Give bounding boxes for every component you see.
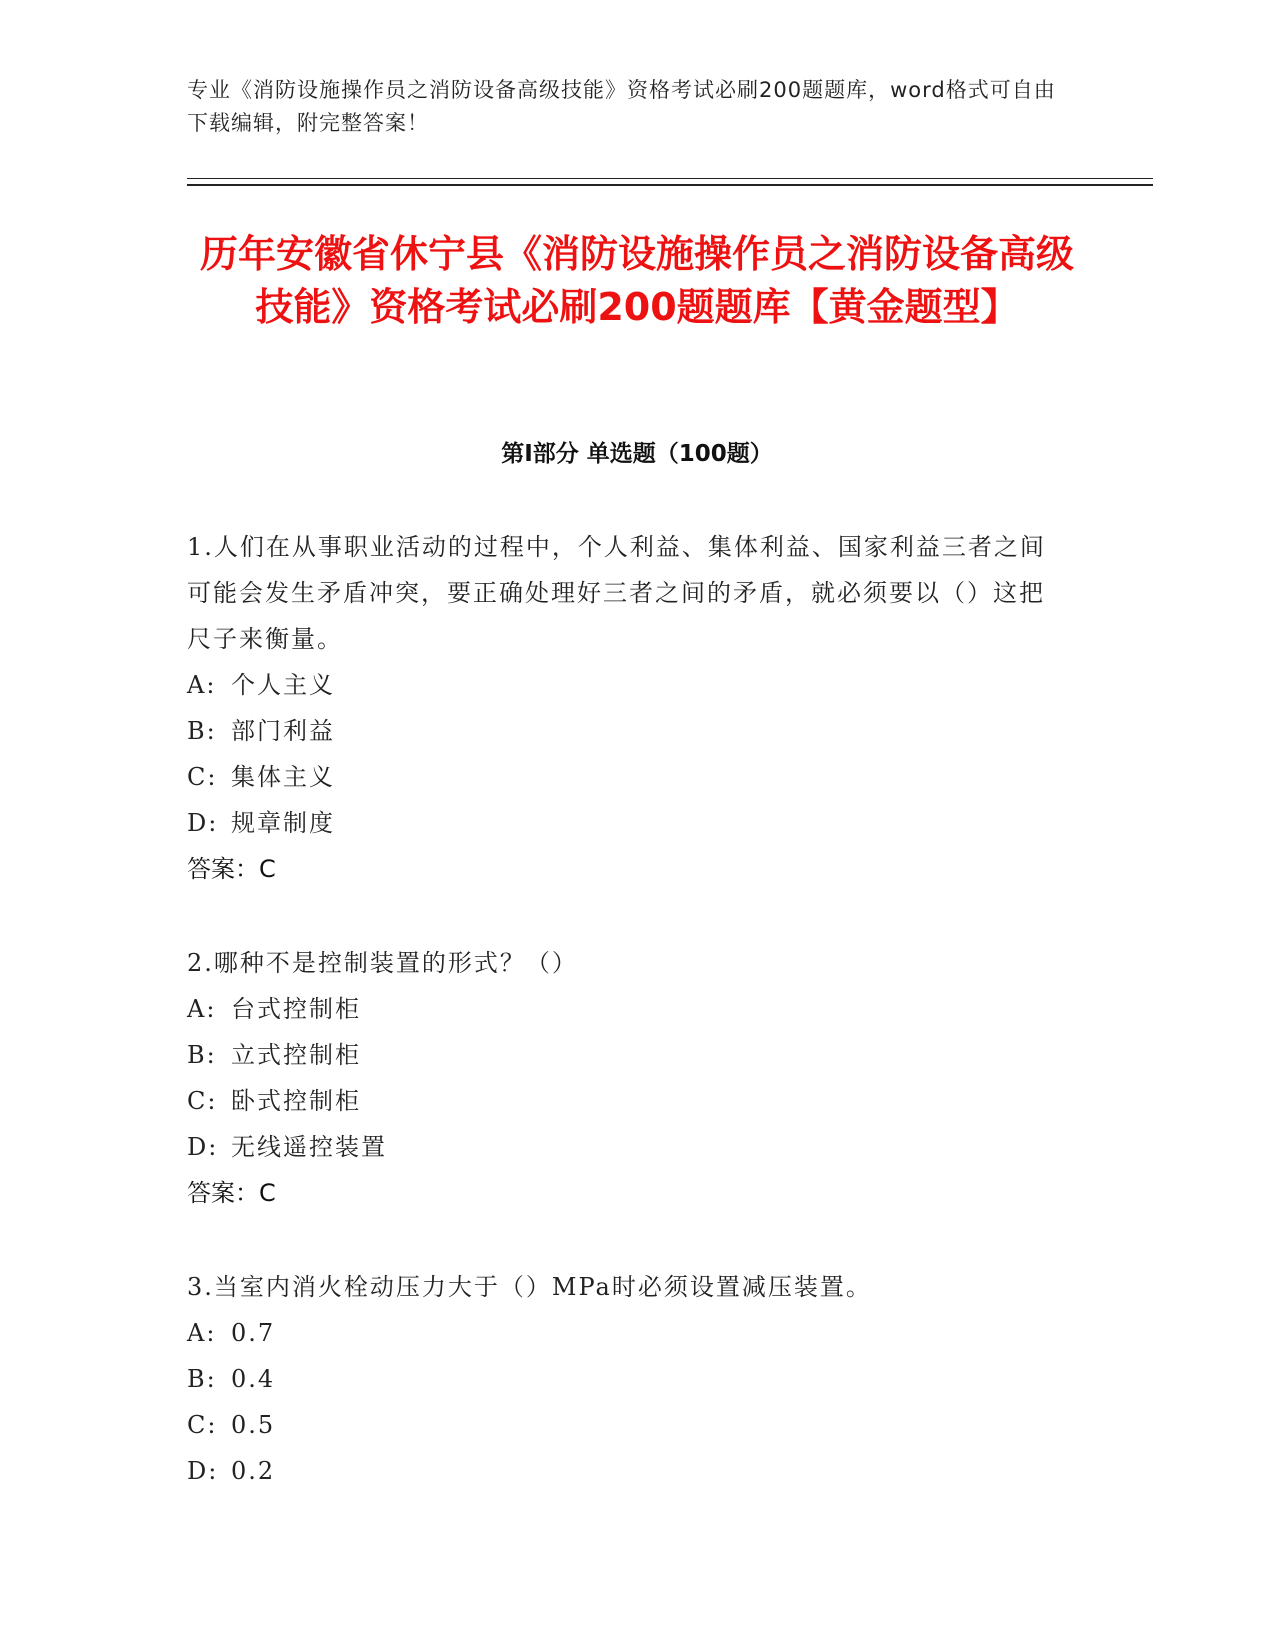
answer-label: 答案： (187, 1179, 259, 1207)
option-text: 0.4 (231, 1365, 276, 1393)
option-letter: A: (187, 995, 217, 1023)
question-3 (187, 1264, 1067, 1494)
option-text: 集体主义 (231, 763, 335, 791)
question-stem: 1.人们在从事职业活动的过程中，个人利益、集体利益、国家利益三者之间可能会发生矛盾冲突，要正确处理好三者之间的矛盾，就必须要以（）这把尺子来衡量。 (187, 533, 1046, 653)
option-text: 个人主义 (231, 671, 335, 699)
answer-line (187, 1170, 1067, 1216)
option-text: 规章制度 (231, 809, 335, 837)
option-letter: B: (187, 1365, 217, 1393)
option-d (187, 1124, 1067, 1170)
option-letter: C: (187, 1087, 218, 1115)
option-c (187, 1402, 1067, 1448)
option-d (187, 1448, 1067, 1494)
option-b (187, 1032, 1067, 1078)
option-d (187, 800, 1067, 846)
option-letter: C: (187, 1411, 218, 1439)
option-b (187, 708, 1067, 754)
option-text: 无线遥控装置 (231, 1133, 387, 1161)
option-letter: A: (187, 671, 217, 699)
option-text: 立式控制柜 (231, 1041, 361, 1069)
option-a (187, 662, 1067, 708)
option-text: 部门利益 (231, 717, 335, 745)
option-letter: B: (187, 1041, 217, 1069)
option-text: 台式控制柜 (231, 995, 361, 1023)
question-stem: 2.哪种不是控制装置的形式？（） (187, 949, 578, 977)
answer-label: 答案： (187, 855, 259, 883)
option-a (187, 986, 1067, 1032)
header-divider-thick (187, 184, 1153, 186)
option-letter: D: (187, 1457, 219, 1485)
option-c (187, 1078, 1067, 1124)
option-letter: D: (187, 1133, 219, 1161)
option-a (187, 1310, 1067, 1356)
option-letter: D: (187, 809, 219, 837)
answer-value: C (259, 1179, 276, 1207)
option-text: 0.7 (231, 1319, 276, 1347)
option-text: 0.5 (231, 1411, 276, 1439)
option-letter: B: (187, 717, 217, 745)
document-title: 历年安徽省休宁县《消防设施操作员之消防设备高级技能》资格考试必刷200题题库【黄金题型】 (199, 232, 1074, 329)
question-2 (187, 940, 1067, 1216)
header-note: 专业《消防设施操作员之消防设备高级技能》资格考试必刷200题题库，word格式可自由下载编辑，附完整答案！ (187, 78, 1056, 135)
answer-value: C (259, 855, 276, 883)
question-list (187, 524, 1067, 1542)
option-text: 0.2 (231, 1457, 276, 1485)
answer-line (187, 846, 1067, 892)
question-stem: 3.当室内消火栓动压力大于（）MPa时必须设置减压装置。 (187, 1273, 872, 1301)
option-c (187, 754, 1067, 800)
option-letter: A: (187, 1319, 217, 1347)
header-divider-thin (187, 178, 1153, 179)
option-letter: C: (187, 763, 218, 791)
section-title: 第Ⅰ部分 单选题（100题） (501, 441, 773, 467)
question-1 (187, 524, 1067, 892)
option-text: 卧式控制柜 (231, 1087, 361, 1115)
option-b (187, 1356, 1067, 1402)
